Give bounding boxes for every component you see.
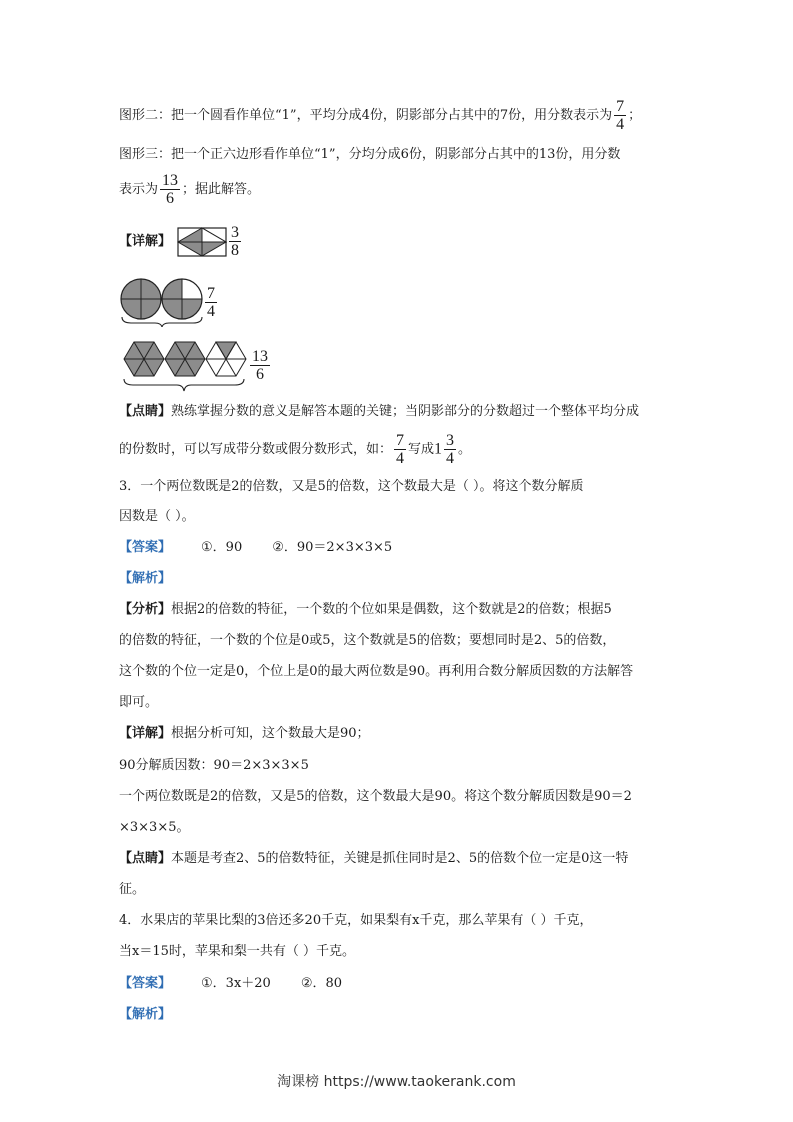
rectangle-figure [177, 227, 227, 257]
footer-watermark: 淘课榜 https://www.taokerank.com [277, 1074, 516, 1090]
circles-figure [119, 277, 205, 327]
q3-line2: 因数是（ ）。 [119, 509, 195, 524]
q3-detail1: 【详解】根据分析可知，这个数最大是90； [119, 726, 370, 741]
q3-comment1: 【点睛】本题是考查2、5的倍数特征，关键是抓住同时是2、5的倍数个位一定是0这一特 [119, 851, 629, 866]
hexagons-figure [119, 339, 251, 393]
q3-detail4: ×3×3×5。 [119, 820, 190, 835]
fraction-13-6: $\frac{13}{6}$ [162, 172, 179, 207]
q3-analysis2: 的倍数的特征，一个数的个位是0或5，这个数就是5的倍数；要想同时是2、5的倍数， [119, 633, 616, 648]
q3-analysis1: 【分析】根据2的倍数的特征，一个数的个位如果是偶数，这个数就是2的倍数；根据5 [119, 602, 612, 617]
comment1-line1: 【点睛】熟练掌握分数的意义是解答本题的关键；当阴影部分的分数超过一个整体平均分成 [119, 404, 640, 419]
q4-jiexi: 【解析】 [119, 1007, 172, 1022]
q3-jiexi: 【解析】 [119, 571, 172, 586]
q3-comment2: 征。 [119, 882, 146, 897]
detail-label: 【详解】 [119, 234, 172, 249]
q4-answer: 【答案】 ①．3x＋20 ②．80 [119, 976, 343, 991]
q3-analysis3: 这个数的个位一定是0，个位上是0的最大两位数是90。再利用合数分解质因数的方法解答 [119, 664, 634, 679]
q3-detail3: 一个两位数既是2的倍数，又是5的倍数，这个数最大是90。将这个数分解质因数是90＝2 [119, 789, 632, 804]
q4-line1: 4．水果店的苹果比梨的3倍还多20千克，如果梨有x千克，那么苹果有（ ）千克， [119, 913, 593, 928]
q3-analysis4: 即可。 [119, 695, 159, 710]
q3-line1: 3．一个两位数既是2的倍数，又是5的倍数，这个数最大是（ ）。将这个数分解质 [119, 479, 584, 494]
comment1-line2: 的份数时，可以写成带分数或假分数形式，如： $\frac{7}{4}$ 写成1 $\frac{3}{4}$ 。 [119, 432, 472, 467]
circles-fraction: $\frac{7}{4}$ [207, 285, 215, 320]
shape3-line-2: 表示为 $\frac{13}{6}$ ；据此解答。 [119, 172, 261, 207]
hexagons-fraction: $\frac{13}{6}$ [252, 348, 268, 383]
q3-answer: 【答案】 ①．90 ②．90＝2×3×3×5 [119, 540, 393, 555]
shape3-line: 图形三：把一个正六边形看作单位“1”，分均分成6份，阴影部分占其中的13份，用分数 [119, 147, 621, 162]
fraction-7-4-example: $\frac{7}{4}$ [396, 432, 405, 467]
shape2-line: 图形二：把一个圆看作单位“1”，平均分成4份，阴影部分占其中的7份，用分数表示为 $\frac{7}{4}$ ； [119, 98, 642, 133]
rect-fraction: $\frac{3}{8}$ [231, 224, 239, 259]
fraction-7-4: $\frac{7}{4}$ [616, 98, 625, 133]
q3-detail2: 90分解质因数：90＝2×3×3×5 [119, 758, 309, 773]
mixed-fraction-3-4: $\frac{3}{4}$ [446, 432, 455, 467]
q4-line2: 当x＝15时，苹果和梨一共有（ ）千克。 [119, 944, 356, 959]
